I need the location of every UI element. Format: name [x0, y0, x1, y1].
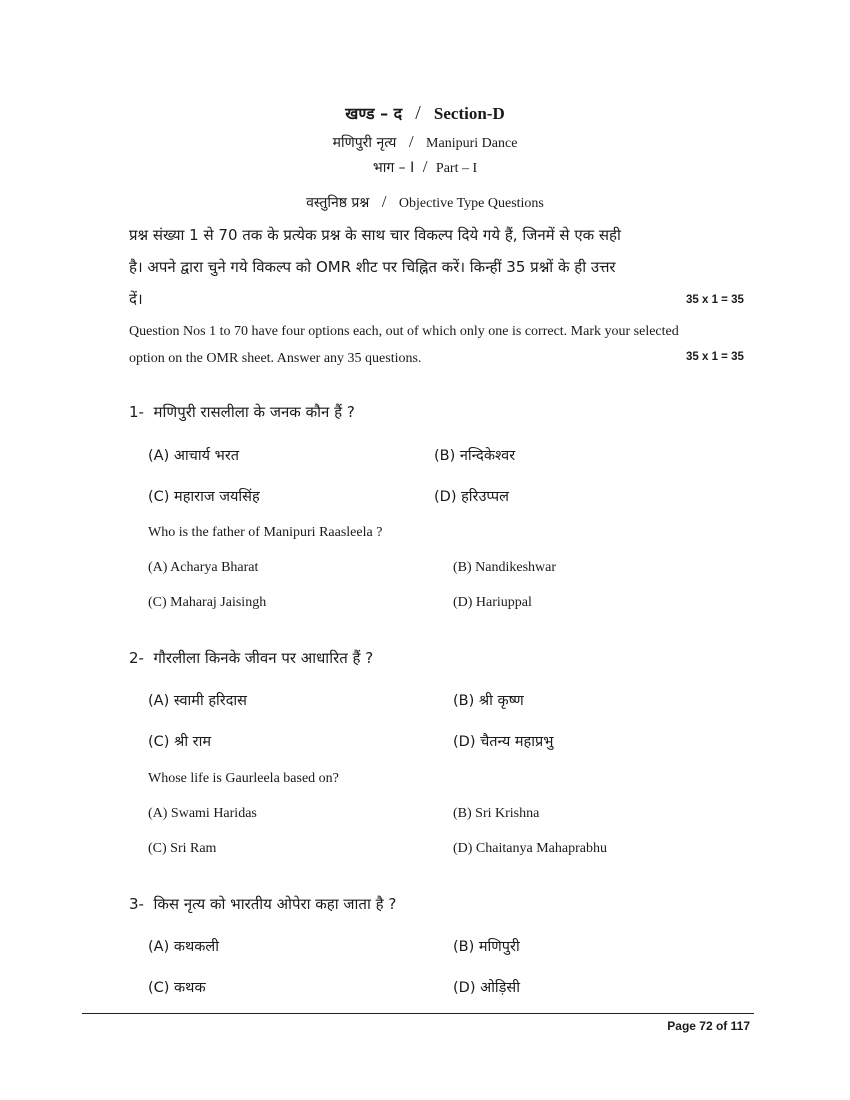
part-title-hi: भाग – I [372, 160, 415, 176]
q1-option-c-en: (C) Maharaj Jaisingh [148, 595, 267, 610]
question-2-en: Whose life is Gaurleela based on? [148, 771, 339, 786]
question-1-en: Who is the father of Manipuri Raasleela ? [148, 525, 383, 540]
instructions-hi-line-1: प्रश्न संख्या 1 से 70 तक के प्रत्येक प्रश्न के साथ चार विकल्प दिये गये हैं, जिनमें से एक सही [129, 226, 621, 244]
marks-hindi: 35 x 1 = 35 [686, 294, 744, 306]
q1-option-b-en: (B) Nandikeshwar [453, 560, 557, 575]
section-title-hi: खण्ड – द [345, 104, 403, 123]
q2-option-c-hi: (C) श्री राम [148, 734, 212, 750]
objective-title-en: Objective Type Questions [398, 196, 544, 211]
footer-divider [82, 1013, 754, 1014]
q3-option-c-hi: (C) कथक [148, 980, 206, 996]
question-3-hi [129, 894, 396, 914]
q3-option-d-hi: (D) ओड़िसी [453, 980, 520, 996]
objective-title [0, 192, 850, 212]
question-1-hi [129, 402, 355, 422]
objective-title-separator: / [381, 192, 387, 211]
objective-title-hi: वस्तुनिष्ठ प्रश्न [306, 195, 370, 211]
question-number: 2- [129, 649, 144, 667]
instructions-hindi [129, 219, 749, 315]
instructions-english [129, 318, 749, 372]
instructions-en-line-1: Question Nos 1 to 70 have four options each, out of which only one is correct. Mark your selected [129, 324, 679, 339]
q1-option-d-en: (D) Hariuppal [453, 595, 532, 610]
question-number: 1- [129, 403, 144, 421]
part-title-en: Part – I [435, 161, 478, 176]
q2-option-a-hi: (A) स्वामी हरिदास [148, 693, 247, 709]
part-title [0, 157, 850, 177]
q2-option-d-hi: (D) चैतन्य महाप्रभु [453, 734, 554, 750]
page-number: Page 72 of 117 [667, 1019, 750, 1033]
dance-title [0, 132, 850, 152]
instructions-hi-line-2: है। अपने द्वारा चुने गये विकल्प को OMR शीट पर चिह्नित करें। किन्हीं 35 प्रश्नों के ही उत्तर [129, 258, 616, 276]
question-text: गौरलीला किनके जीवन पर आधारित हैं ? [153, 649, 374, 667]
q2-option-b-hi: (B) श्री कृष्ण [453, 693, 524, 709]
dance-title-en: Manipuri Dance [426, 136, 518, 151]
question-number: 3- [129, 895, 144, 913]
section-title-separator: / [415, 102, 421, 124]
dance-title-hi: मणिपुरी नृत्य [332, 135, 397, 151]
question-text: किस नृत्य को भारतीय ओपेरा कहा जाता है ? [153, 895, 397, 913]
question-2-hi [129, 648, 373, 668]
q3-option-b-hi: (B) मणिपुरी [453, 939, 520, 955]
q1-option-d-hi: (D) हरिउप्पल [434, 489, 509, 505]
section-title-en: Section-D [433, 104, 505, 123]
q2-option-a-en: (A) Swami Haridas [148, 806, 257, 821]
q2-option-d-en: (D) Chaitanya Mahaprabhu [453, 841, 607, 856]
section-title [0, 102, 850, 125]
part-title-separator: / [422, 157, 428, 176]
marks-english: 35 x 1 = 35 [686, 351, 744, 363]
q2-option-c-en: (C) Sri Ram [148, 841, 217, 856]
question-text: मणिपुरी रासलीला के जनक कौन हैं ? [153, 403, 355, 421]
instructions-hi-line-3: दें। [129, 290, 143, 308]
q2-option-b-en: (B) Sri Krishna [453, 806, 540, 821]
q1-option-b-hi: (B) नन्दिकेश्वर [434, 448, 516, 464]
q1-option-a-en: (A) Acharya Bharat [148, 560, 259, 575]
q1-option-a-hi: (A) आचार्य भरत [148, 448, 240, 464]
instructions-en-line-2: option on the OMR sheet. Answer any 35 questions. [129, 351, 422, 366]
q1-option-c-hi: (C) महाराज जयसिंह [148, 489, 260, 505]
q3-option-a-hi: (A) कथकली [148, 939, 219, 955]
dance-title-separator: / [408, 132, 414, 151]
